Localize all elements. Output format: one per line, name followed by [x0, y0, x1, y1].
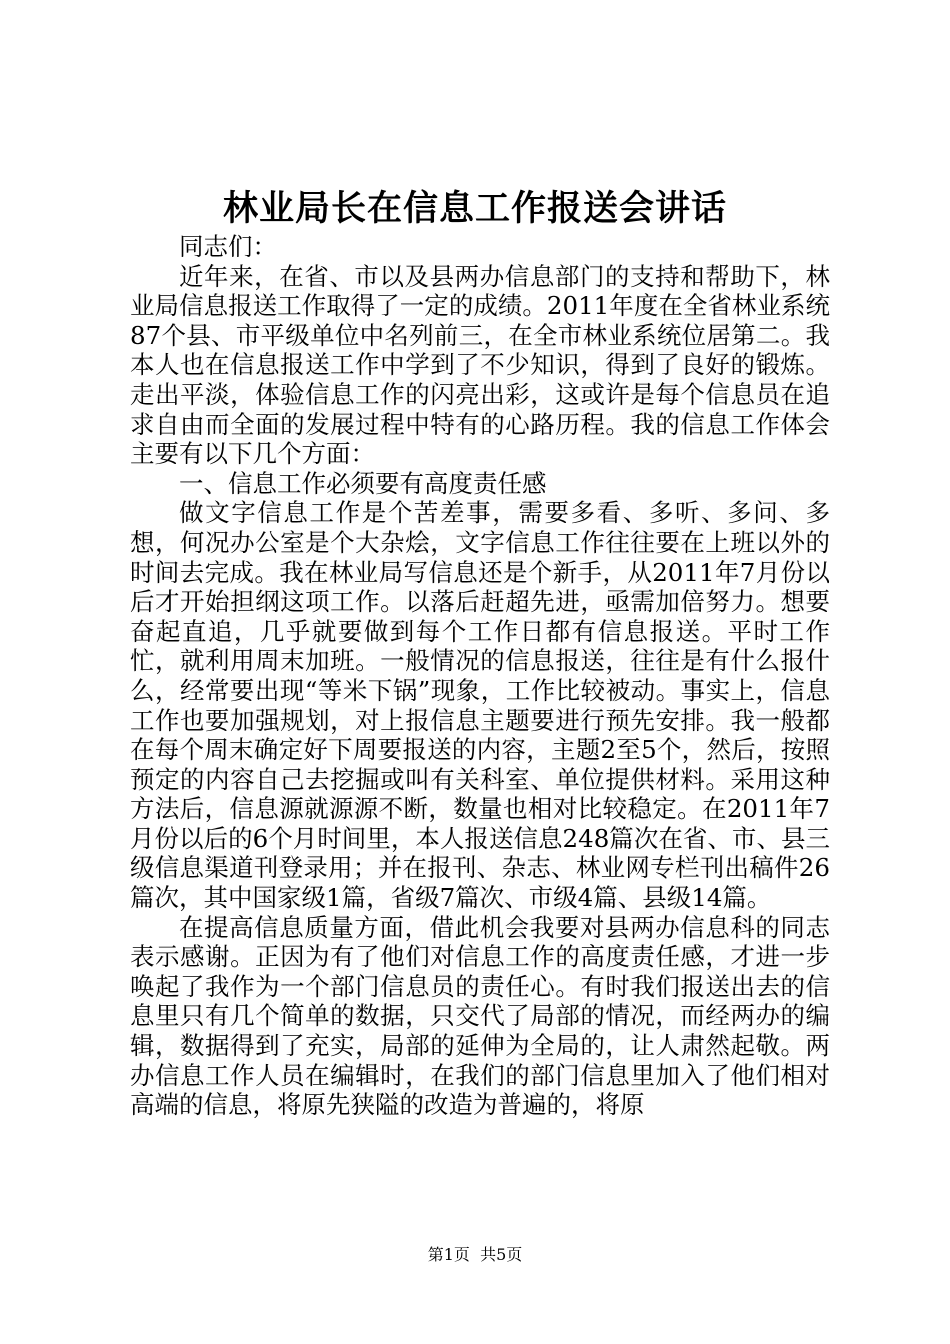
section-heading-1: 一、信息工作必须要有高度责任感 [179, 468, 547, 498]
page-number: 第1页 共5页 [427, 1245, 523, 1264]
paragraph-quality: 在提高信息质量方面，借此机会我要对县两办信息科的同志表示感谢。正因为有了他们对信息工作的高度责任感，才进一步唤起了我作为一个部门信息员的责任心。有时我们报送出去的信息里只有几个简单的数据，只交代了局部的情况，而经两办的编辑，数据得到了充实，局部的延伸为全局的，让人肃然起敬。两办信息工作人员在编辑时，在我们的部门信息里加入了他们相对高端的信息，将原先狭隘的改造为普遍的，将原 [130, 912, 830, 1120]
salutation: 同志们： [179, 232, 277, 261]
document-body [130, 232, 830, 1120]
paragraph-intro: 近年来，在省、市以及县两办信息部门的支持和帮助下，林业局信息报送工作取得了一定的成绩。2011年度在全省林业系统87个县、市平级单位中名列前三，在全市林业系统位居第二。我本人也在信息报送工作中学到了不少知识，得到了良好的锻炼。走出平淡，体验信息工作的闪亮出彩，这或许是每个信息员在追求自由而全面的发展过程中特有的心路历程。我的信息工作体会主要有以下几个方面： [130, 261, 830, 469]
paragraph-section-1: 做文字信息工作是个苦差事，需要多看、多听、多问、多想，何况办公室是个大杂烩，文字信息工作往往要在上班以外的时间去完成。我在林业局写信息还是个新手，从2011年7月份以后才开始担纲这项工作。以落后赶超先进，亟需加倍努力。想要奋起直追，几乎就要做到每个工作日都有信息报送。平时工作忙，就利用周末加班。一般情况的信息报送，往往是有什么报什么，经常要出现“等米下锅”现象，工作比较被动。事实上，信息工作也要加强规划，对上报信息主题要进行预先安排。我一般都在每个周末确定好下周要报送的内容，主题2至5个，然后，按照预定的内容自己去挖掘或叫有关科室、单位提供材料。采用这种方法后，信息源就源源不断，数量也相对比较稳定。在2011年7月份以后的6个月时间里，本人报送信息248篇次在省、市、县三级信息渠道刊登录用；并在报刊、杂志、林业网专栏刊出稿件26篇次，其中国家级1篇，省级7篇次、市级4篇、县级14篇。 [130, 498, 830, 913]
document-title: 林业局长在信息工作报送会讲话 [222, 188, 727, 229]
page-footer [0, 1243, 950, 1267]
